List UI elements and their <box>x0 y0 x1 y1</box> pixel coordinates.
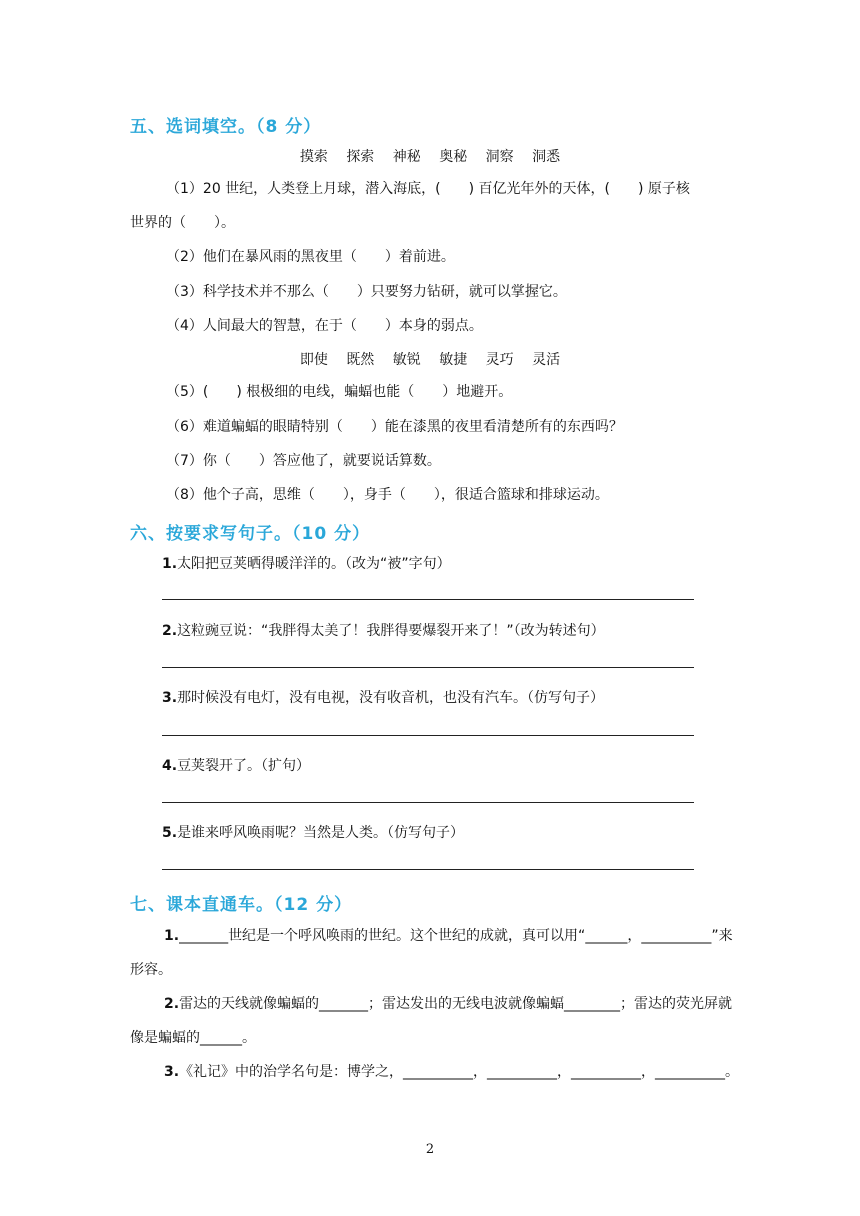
word-bank-a <box>0 146 860 166</box>
s6-item-1 <box>162 553 451 573</box>
s6-item-4 <box>162 755 310 775</box>
word-bank-item: 既然 <box>346 352 375 368</box>
s5-q7: （7）你（ ）答应他了，就要说话算数。 <box>166 453 441 469</box>
page-number: 2 <box>425 1142 435 1157</box>
word-bank-item: 即使 <box>299 352 328 368</box>
item-number: 1. <box>162 556 178 572</box>
word-bank-item: 敏捷 <box>439 352 468 368</box>
s7-q1 <box>130 919 742 987</box>
section-6-title: 六、按要求写句子。（10 分） <box>130 524 371 544</box>
item-text: _______世纪是一个呼风唤雨的世纪。这个世纪的成就，真可以用“______，__________”来形容。 <box>130 928 733 978</box>
s5-q4: （4）人间最大的智慧，在于（ ）本身的弱点。 <box>166 318 483 334</box>
section-5-title: 五、选词填空。（8 分） <box>130 117 322 137</box>
answer-line <box>162 599 694 600</box>
s5-q3: （3）科学技术并不那么（ ）只要努力钻研，就可以掌握它。 <box>166 284 567 300</box>
s5-q5: （5）( ) 根极细的电线，蝙蝠也能（ ）地避开。 <box>166 384 513 400</box>
s5-q1-line1: （1）20 世纪，人类登上月球，潜入海底，( ) 百亿光年外的天体，( ) 原子核 <box>166 181 690 197</box>
word-bank-item: 探索 <box>346 149 375 165</box>
word-bank-b <box>0 349 860 369</box>
s7-q2 <box>130 987 742 1055</box>
s5-q1-line2: 世界的（ ）。 <box>130 215 235 231</box>
word-bank-item: 奥秘 <box>439 149 468 165</box>
word-bank-item: 洞察 <box>485 149 514 165</box>
answer-line <box>162 802 694 803</box>
item-text: 豆荚裂开了。（扩句） <box>177 758 311 774</box>
answer-line <box>162 667 694 668</box>
item-number: 3. <box>164 1064 180 1080</box>
item-text: 太阳把豆荚晒得暖洋洋的。（改为“被”字句） <box>177 556 451 572</box>
s6-item-2 <box>162 620 605 640</box>
item-text: 这粒豌豆说：“我胖得太美了！我胖得要爆裂开来了！”（改为转述句） <box>177 623 605 639</box>
s5-q8: （8）他个子高，思维（ ），身手（ ），很适合篮球和排球运动。 <box>166 487 609 503</box>
answer-line <box>162 735 694 736</box>
item-number: 1. <box>164 928 180 944</box>
item-number: 2. <box>162 623 178 639</box>
word-bank-item: 灵活 <box>532 352 561 368</box>
item-number: 5. <box>162 825 178 841</box>
item-number: 3. <box>162 690 178 706</box>
s6-item-5 <box>162 822 464 842</box>
s5-q2: （2）他们在暴风雨的黑夜里（ ）着前进。 <box>166 249 455 265</box>
item-text: 是谁来呼风唤雨呢？当然是人类。（仿写句子） <box>177 825 465 841</box>
answer-line <box>162 869 694 870</box>
word-bank-item: 神秘 <box>392 149 421 165</box>
s7-q3 <box>130 1055 742 1089</box>
item-number: 2. <box>164 996 180 1012</box>
word-bank-item: 洞悉 <box>532 149 561 165</box>
word-bank-item: 摸索 <box>299 149 328 165</box>
section-7-title: 七、课本直通车。（12 分） <box>130 895 353 915</box>
s5-q6: （6）难道蝙蝠的眼睛特别（ ）能在漆黑的夜里看清楚所有的东西吗？ <box>166 419 623 435</box>
item-text: 那时候没有电灯，没有电视，没有收音机，也没有汽车。（仿写句子） <box>177 690 605 706</box>
item-text: 雷达的天线就像蝙蝠的_______；雷达发出的无线电波就像蝙蝠________；雷达的荧光屏就像是蝙蝠的______。 <box>130 996 733 1046</box>
item-text: 《礼记》中的治学名句是：博学之，__________，__________，__________，__________。 <box>179 1064 740 1080</box>
word-bank-item: 敏锐 <box>392 352 421 368</box>
word-bank-item: 灵巧 <box>485 352 514 368</box>
item-number: 4. <box>162 758 178 774</box>
s6-item-3 <box>162 687 604 707</box>
